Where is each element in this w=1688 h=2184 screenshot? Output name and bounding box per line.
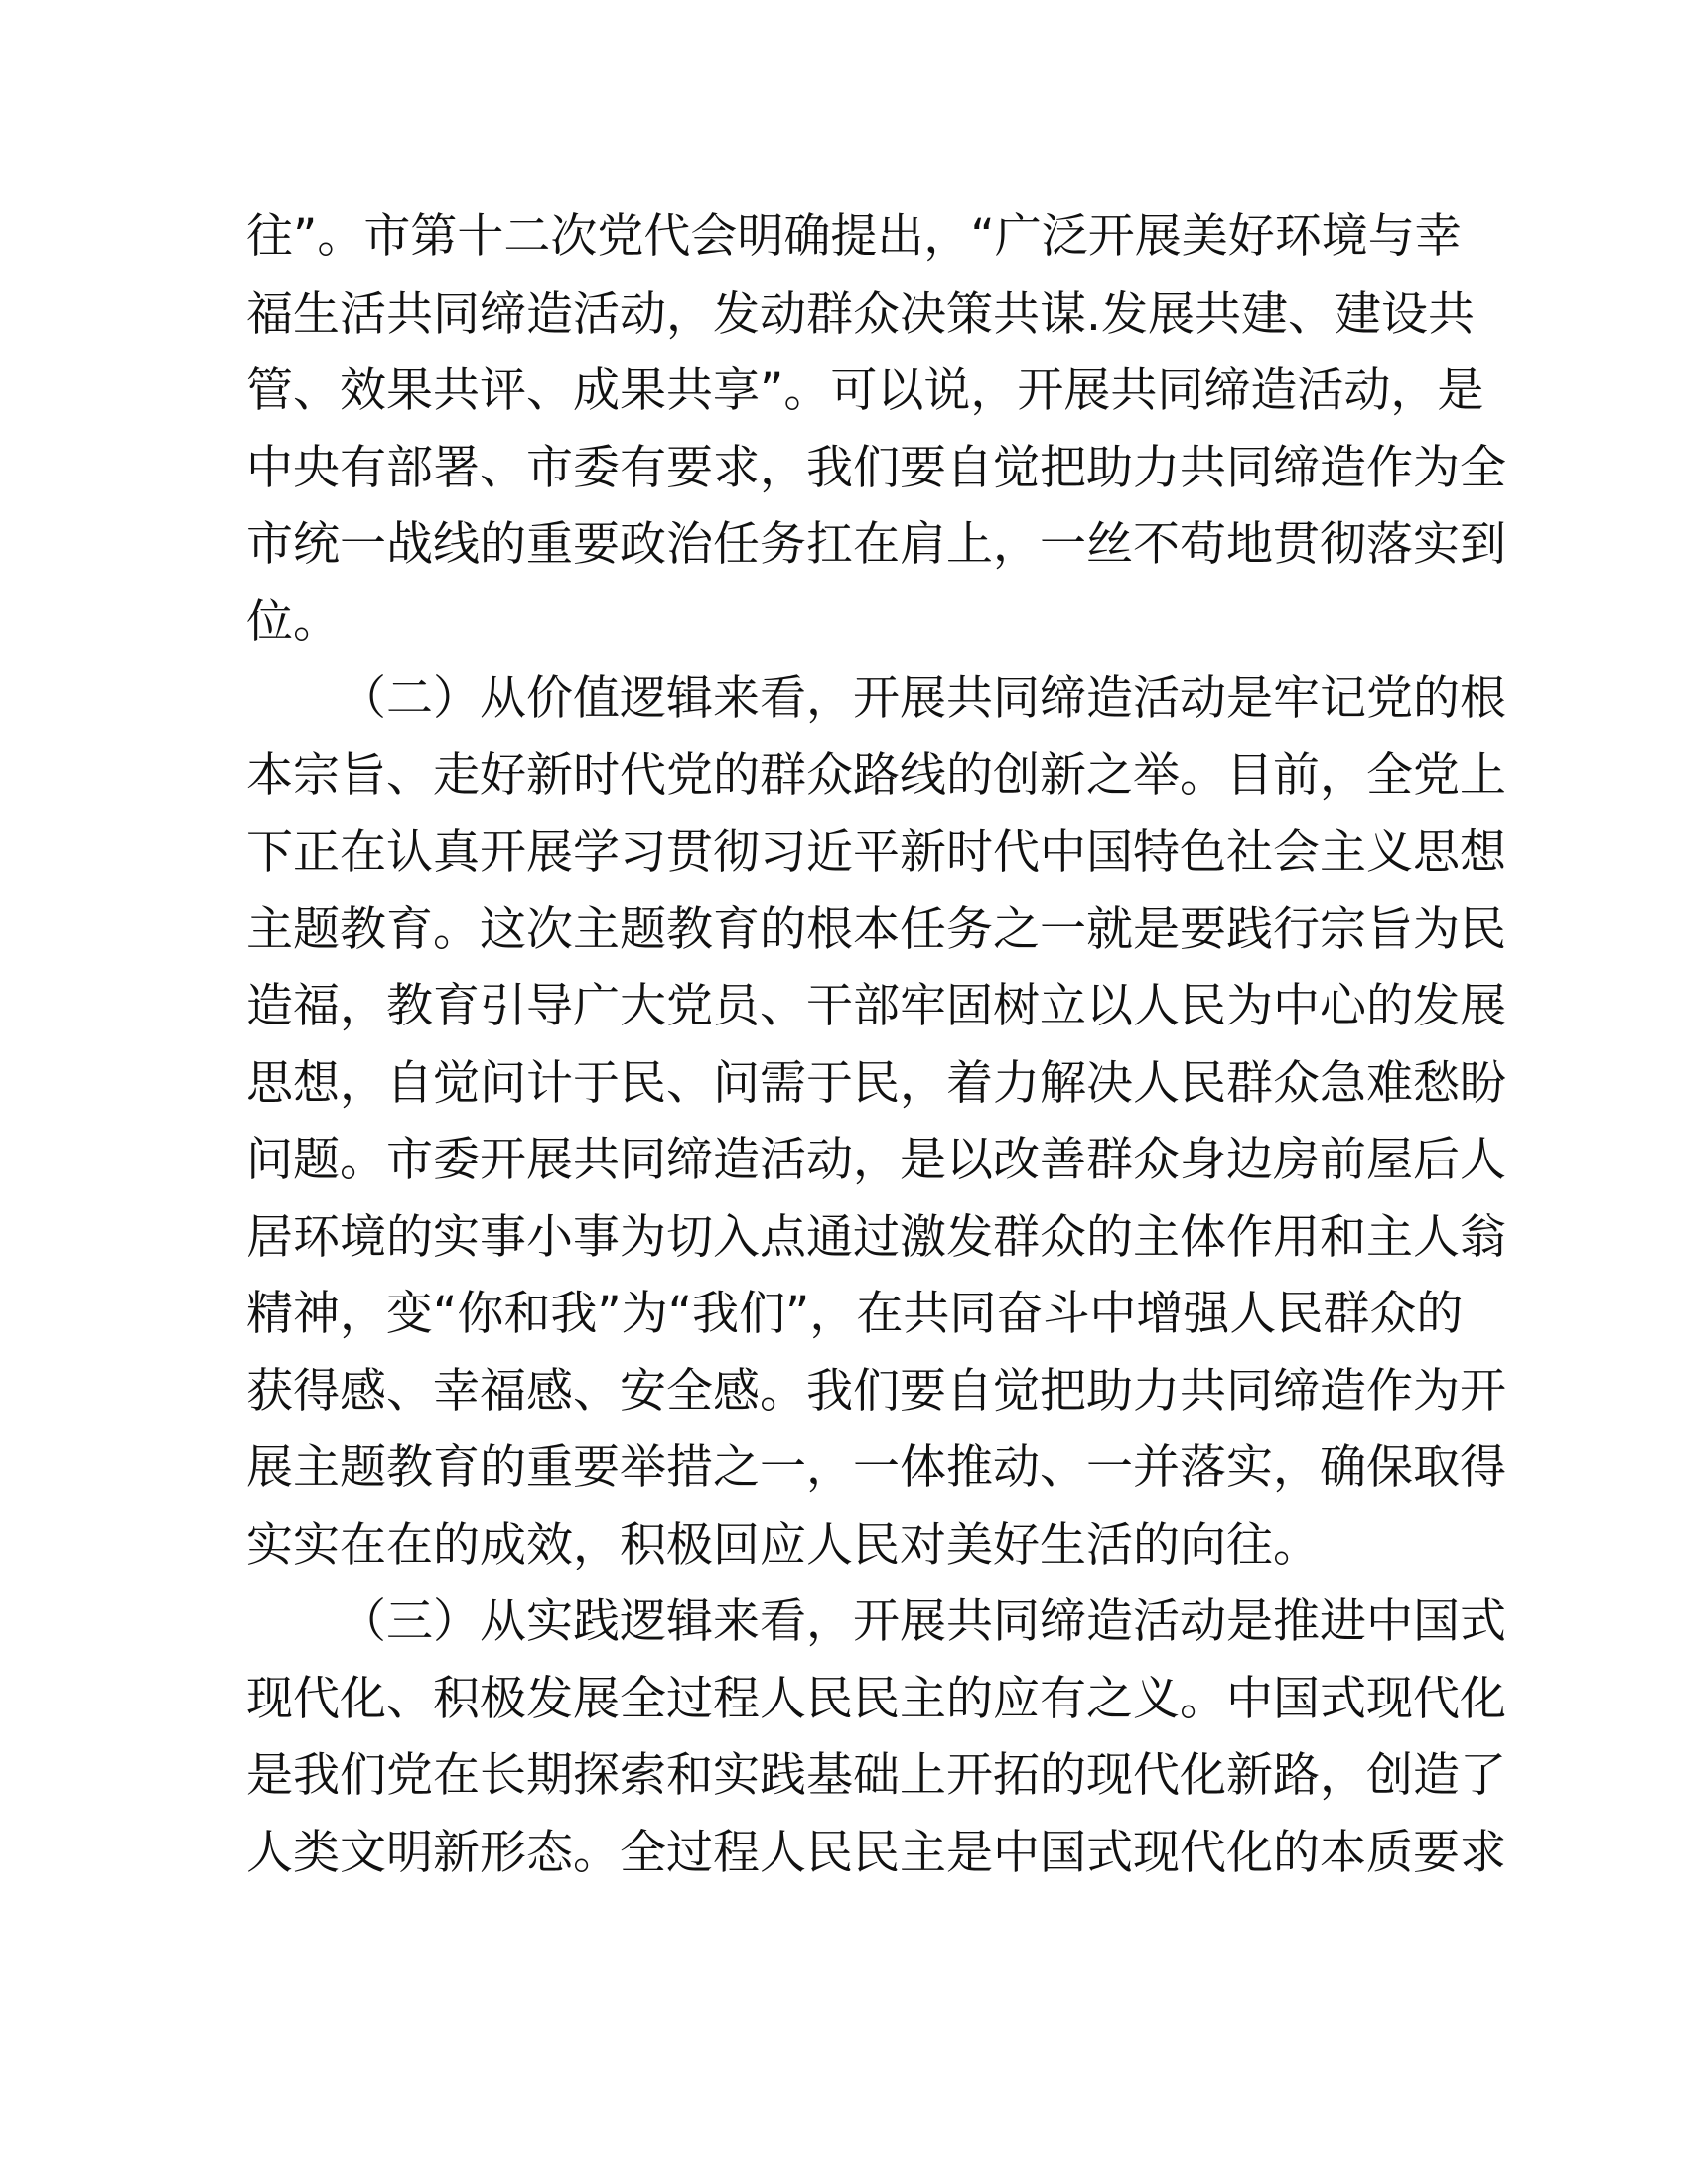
paragraph-line: 问题。市委开展共同缔造活动，是以改善群众身边房前屋后人 (246, 1133, 1506, 1187)
paragraph-line: 市统一战线的重要政治任务扛在肩上，一丝不苟地贯彻落实到 (246, 517, 1506, 572)
paragraph-line: 管、效果共评、成果共享”。可以说，开展共同缔造活动，是 (246, 363, 1484, 418)
paragraph-line: 精神，变“你和我”为“我们”，在共同奋斗中增强人民群众的 (246, 1287, 1464, 1341)
paragraph-line: 下正在认真开展学习贯彻习近平新时代中国特色社会主义思想 (246, 825, 1506, 880)
paragraph-line: 是我们党在长期探索和实践基础上开拓的现代化新路，创造了 (246, 1748, 1506, 1803)
paragraph-line: （三）从实践逻辑来看，开展共同缔造活动是推进中国式 (340, 1594, 1506, 1649)
paragraph-line: 展主题教育的重要举措之一，一体推动、一并落实，确保取得 (246, 1440, 1506, 1495)
paragraph-line: 思想，自觉问计于民、问需于民，着力解决人民群众急难愁盼 (246, 1055, 1506, 1111)
paragraph-2 (246, 660, 1506, 1583)
paragraph-line: 实实在在的成效，积极回应人民对美好生活的向往。 (246, 1517, 1320, 1572)
paragraph-line: 造福，教育引导广大党员、干部牢固树立以人民为中心的发展 (246, 979, 1506, 1033)
paragraph-line: （二）从价值逻辑来看，开展共同缔造活动是牢记党的根 (340, 671, 1506, 726)
paragraph-line: 现代化、积极发展全过程人民民主的应有之义。中国式现代化 (246, 1671, 1506, 1726)
paragraph-line: 获得感、幸福感、安全感。我们要自觉把助力共同缔造作为开 (246, 1363, 1506, 1419)
paragraph-line: 主题教育。这次主题教育的根本任务之一就是要践行宗旨为民 (246, 901, 1506, 957)
paragraph-line: 福生活共同缔造活动，发动群众决策共谋.发展共建、建设共 (246, 286, 1475, 341)
paragraph-line: 人类文明新形态。全过程人民民主是中国式现代化的本质要求 (246, 1825, 1506, 1880)
paragraph-line: 本宗旨、走好新时代党的群众路线的创新之举。目前，全党上 (246, 748, 1506, 803)
paragraph-line: 往”。市第十二次党代会明确提出，“广泛开展美好环境与幸 (246, 209, 1462, 264)
paragraph-3 (246, 1583, 1506, 1891)
paragraph-line: 位。 (246, 594, 340, 649)
paragraph-1 (246, 199, 1506, 660)
body-text (246, 199, 1506, 1891)
paragraph-line: 中央有部署、市委有要求，我们要自觉把助力共同缔造作为全 (246, 440, 1506, 495)
paragraph-line: 居环境的实事小事为切入点通过激发群众的主体作用和主人翁 (246, 1209, 1506, 1265)
